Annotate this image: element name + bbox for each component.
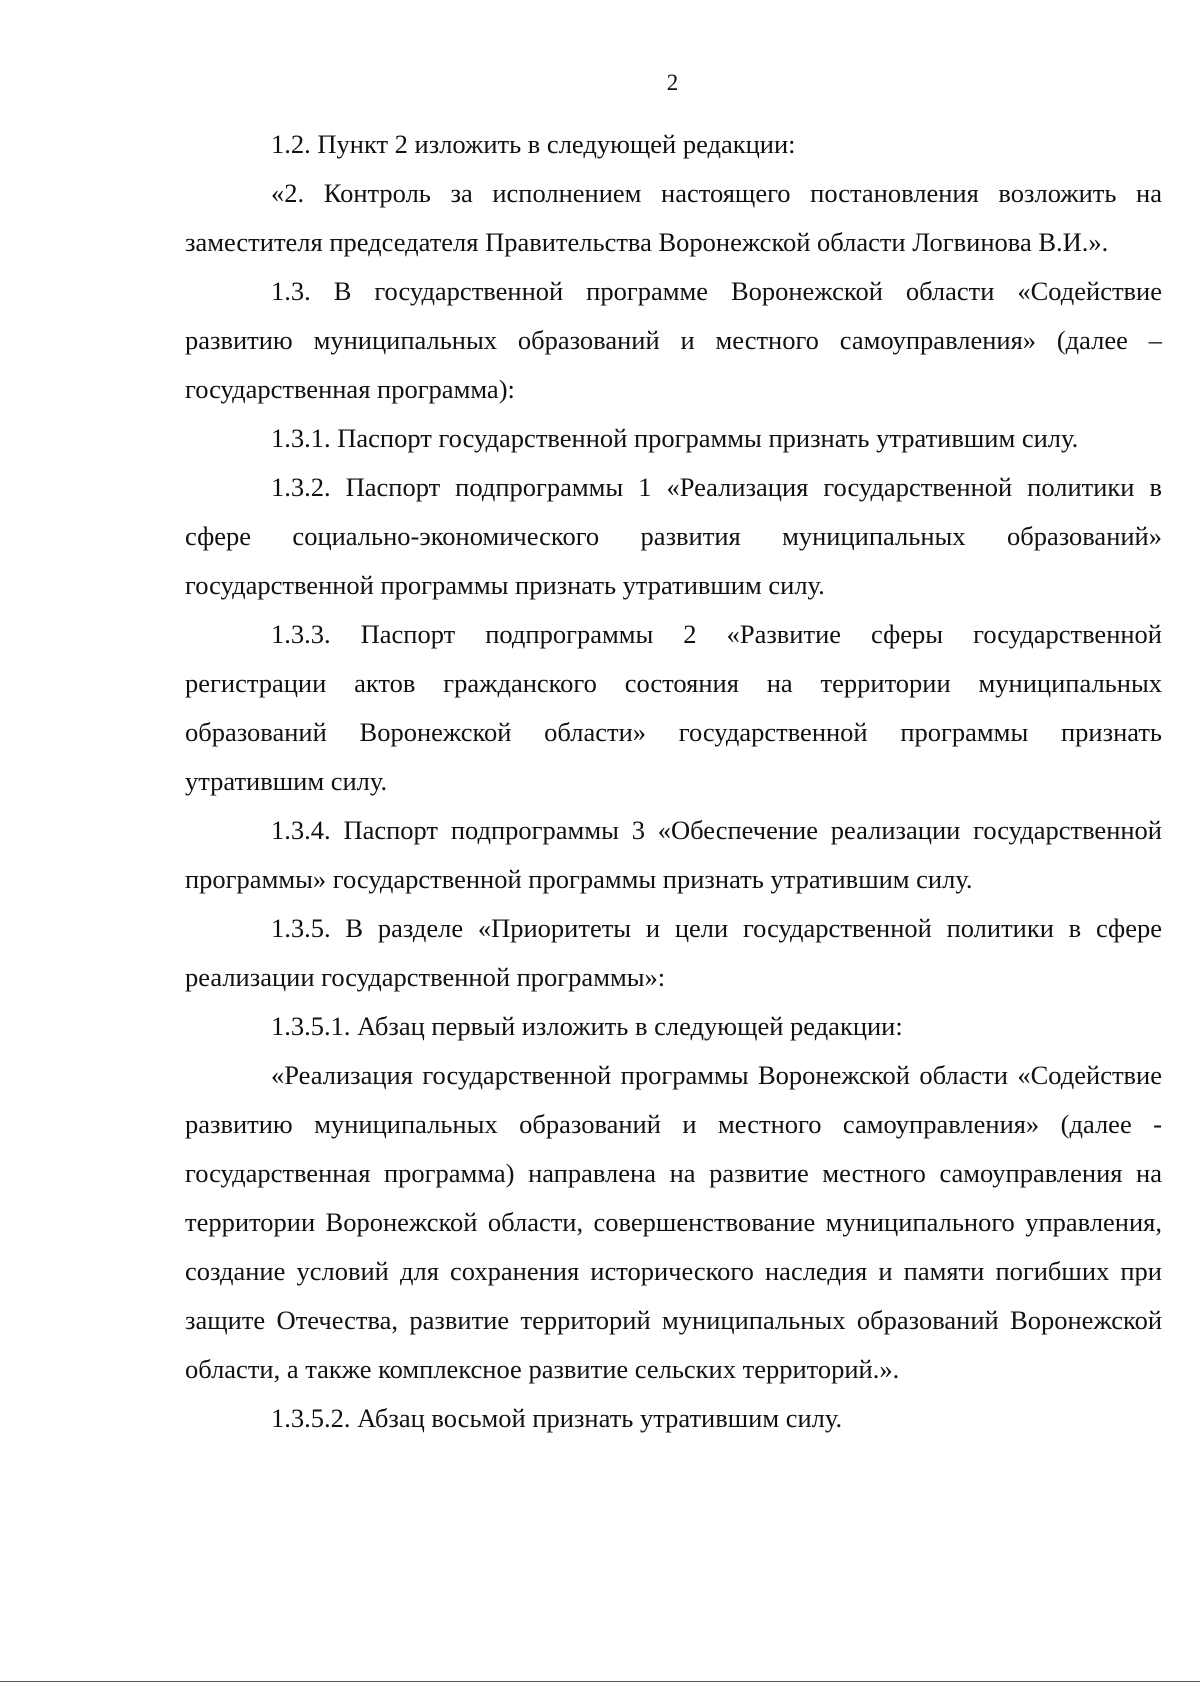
paragraph-1-3-3: 1.3.3. Паспорт подпрограммы 2 «Развитие сферы государственной регистрации актов гражданского состояния на территории муниципальных образований Воронежской области» государственной программы признать утратившим силу.	[185, 619, 1162, 796]
paragraph-1-3-5-2: 1.3.5.2. Абзац восьмой признать утратившим силу.	[271, 1403, 843, 1433]
page-number: 2	[666, 70, 679, 95]
document-body	[185, 120, 1162, 1443]
paragraph-1-2: 1.2. Пункт 2 изложить в следующей редакции:	[271, 129, 796, 159]
paragraph-1-3-1: 1.3.1. Паспорт государственной программы признать утратившим силу.	[271, 423, 1079, 453]
paragraph-1-3: 1.3. В государственной программе Воронежской области «Содействие развитию муниципальных образований и местного самоуправления» (далее – государственная программа):	[185, 276, 1162, 404]
paragraph-1-3-5: 1.3.5. В разделе «Приоритеты и цели государственной политики в сфере реализации государственной программы»:	[185, 913, 1162, 992]
page-bottom-divider	[0, 1681, 1200, 1682]
paragraph-quote-control: «2. Контроль за исполнением настоящего постановления возложить на заместителя председателя Правительства Воронежской области Логвинова В.И.».	[185, 178, 1162, 257]
paragraph-1-3-2: 1.3.2. Паспорт подпрограммы 1 «Реализация государственной политики в сфере социально-экономического развития муниципальных образований» государственной программы признать утратившим силу.	[185, 472, 1162, 600]
paragraph-1-3-4: 1.3.4. Паспорт подпрограммы 3 «Обеспечение реализации государственной программы» государственной программы признать утратившим силу.	[185, 815, 1162, 894]
paragraph-quote-realization: «Реализация государственной программы Воронежской области «Содействие развитию муниципальных образований и местного самоуправления» (далее - государственная программа) направлена на развитие местного самоуправления на территории Воронежской области, совершенствование муниципального управления, создание условий для сохранения исторического наследия и памяти погибших при защите Отечества, развитие территорий муниципальных образований Воронежской области, а также комплексное развитие сельских территорий.».	[185, 1060, 1162, 1384]
paragraph-1-3-5-1: 1.3.5.1. Абзац первый изложить в следующей редакции:	[271, 1011, 903, 1041]
